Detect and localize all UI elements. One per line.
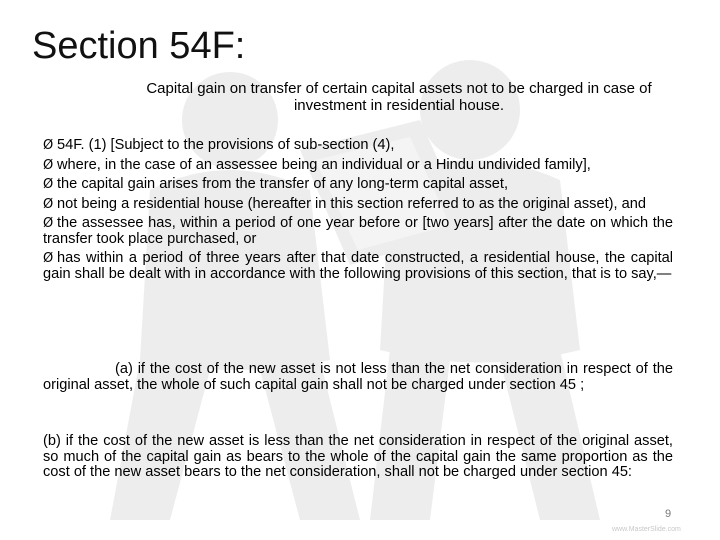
clause-a: (a) if the cost of the new asset is not less than the net consideration in respect of the original asset, the whole of such capital gain shall not be charged under section 45 ; <box>43 361 673 393</box>
bullet-text: the capital gain arises from the transfer of any long-term capital asset, <box>57 176 509 192</box>
bullet-item <box>43 138 673 154</box>
arrow-bullet-icon: Ø <box>43 251 54 266</box>
bullet-item <box>43 158 673 174</box>
bullet-text: the assessee has, within a period of one year before or [two years] after the date on which the transfer took place purchased, or <box>43 215 673 247</box>
arrow-bullet-icon: Ø <box>43 177 54 192</box>
section-subtitle: Capital gain on transfer of certain capital assets not to be charged in case of investment in residential house. <box>146 80 652 114</box>
arrow-bullet-icon: Ø <box>43 138 54 153</box>
bullet-item <box>43 251 673 282</box>
page-number: 9 <box>665 508 672 520</box>
bullet-item <box>43 216 673 247</box>
bullet-text: 54F. (1) [Subject to the provisions of sub-section (4), <box>57 137 395 153</box>
page-title: Section 54F: <box>32 25 246 67</box>
bullet-text: not being a residential house (hereafter in this section referred to as the original asset), and <box>57 195 646 212</box>
arrow-bullet-icon: Ø <box>43 157 54 173</box>
bullet-list <box>43 138 673 286</box>
watermark: www.MasterSlide.com <box>612 526 681 533</box>
bullet-text: where, in the case of an assessee being an individual or a Hindu undivided family], <box>57 156 591 173</box>
bullet-item <box>43 177 673 193</box>
arrow-bullet-icon: Ø <box>43 196 54 212</box>
bullet-item <box>43 197 673 213</box>
clause-b: (b) if the cost of the new asset is less than the net consideration in respect of the original asset, so much of the capital gain as bears to the whole of the capital gain the same proportion as the cost of the new asset bears to the net consideration, shall not be charged under section 45: <box>43 433 673 480</box>
bullet-text: has within a period of three years after that date constructed, a residential house, the capital gain shall be dealt with in accordance with the following provisions of this section, that is to say,— <box>43 250 673 282</box>
arrow-bullet-icon: Ø <box>43 216 54 231</box>
